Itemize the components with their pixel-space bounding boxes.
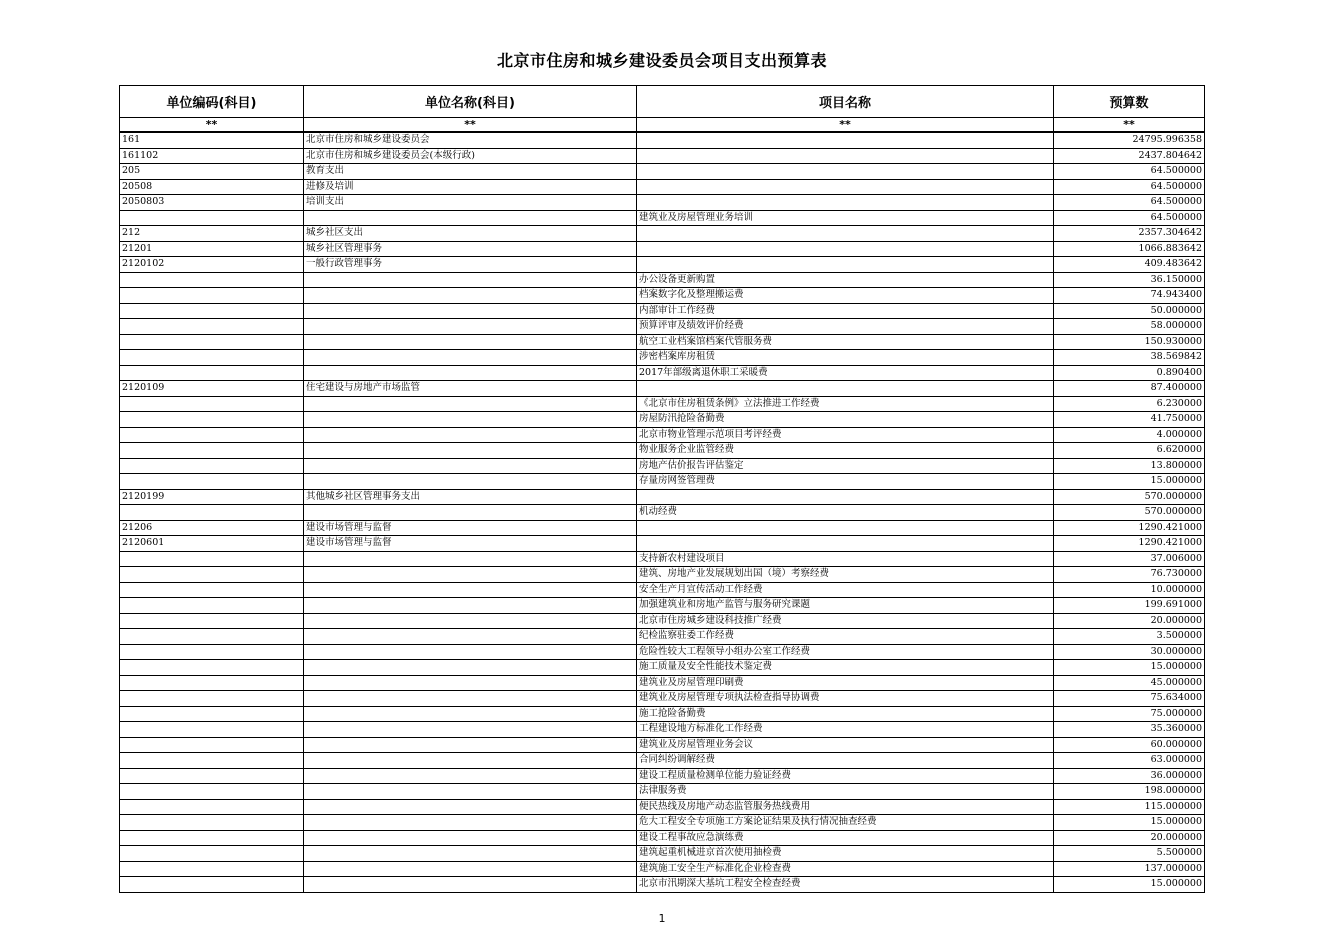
project-name-cell: 办公设备更新购置	[637, 272, 1054, 288]
project-name-cell: 建筑业及房屋管理专项执法检查指导协调费	[637, 691, 1054, 707]
project-name-cell: 机动经费	[637, 505, 1054, 521]
page-number: 1	[658, 912, 666, 925]
unit-code-cell	[120, 799, 304, 815]
table-row	[120, 443, 1205, 459]
budget-amount-cell: 75.000000	[1054, 706, 1205, 722]
column-header-unit-code: 单位编码(科目)	[120, 86, 304, 118]
unit-name-cell	[304, 660, 637, 676]
unit-name-cell	[304, 722, 637, 738]
unit-name-cell	[304, 598, 637, 614]
budget-amount-cell: 30.000000	[1054, 644, 1205, 660]
table-row	[120, 691, 1205, 707]
unit-name-cell: 教育支出	[304, 164, 637, 180]
unit-name-cell	[304, 505, 637, 521]
unit-code-cell	[120, 567, 304, 583]
unit-name-cell	[304, 629, 637, 645]
table-row	[120, 303, 1205, 319]
budget-amount-cell: 75.634000	[1054, 691, 1205, 707]
unit-name-cell	[304, 737, 637, 753]
unit-code-cell	[120, 644, 304, 660]
project-name-cell: 档案数字化及整理搬运费	[637, 288, 1054, 304]
unit-code-cell: 2120102	[120, 257, 304, 273]
project-name-cell	[637, 226, 1054, 242]
table-row	[120, 737, 1205, 753]
unit-code-cell	[120, 877, 304, 893]
project-name-cell	[637, 257, 1054, 273]
project-name-cell: 2017年部级离退休职工采暖费	[637, 365, 1054, 381]
project-name-cell	[637, 195, 1054, 211]
unit-code-cell: 2120199	[120, 489, 304, 505]
unit-name-cell	[304, 830, 637, 846]
unit-code-cell	[120, 396, 304, 412]
budget-amount-cell: 15.000000	[1054, 474, 1205, 490]
table-row	[120, 861, 1205, 877]
unit-code-cell	[120, 319, 304, 335]
table-body	[120, 132, 1205, 892]
project-name-cell: 加强建筑业和房地产监管与服务研究课题	[637, 598, 1054, 614]
table-row	[120, 846, 1205, 862]
unit-name-cell	[304, 706, 637, 722]
unit-name-cell	[304, 877, 637, 893]
budget-amount-cell: 15.000000	[1054, 815, 1205, 831]
budget-amount-cell: 570.000000	[1054, 505, 1205, 521]
unit-code-cell	[120, 272, 304, 288]
table-row	[120, 567, 1205, 583]
budget-amount-cell: 6.230000	[1054, 396, 1205, 412]
budget-amount-cell: 150.930000	[1054, 334, 1205, 350]
budget-amount-cell: 50.000000	[1054, 303, 1205, 319]
unit-name-cell	[304, 675, 637, 691]
unit-code-cell	[120, 365, 304, 381]
budget-amount-cell: 199.691000	[1054, 598, 1205, 614]
project-name-cell	[637, 520, 1054, 536]
budget-amount-cell: 64.500000	[1054, 179, 1205, 195]
budget-amount-cell: 64.500000	[1054, 195, 1205, 211]
unit-name-cell	[304, 551, 637, 567]
project-name-cell: 内部审计工作经费	[637, 303, 1054, 319]
project-name-cell: 北京市物业管理示范项目考评经费	[637, 427, 1054, 443]
project-name-cell: 涉密档案库房租赁	[637, 350, 1054, 366]
column-header-unit-name: 单位名称(科目)	[304, 86, 637, 118]
project-name-cell: 预算评审及绩效评价经费	[637, 319, 1054, 335]
table-row	[120, 195, 1205, 211]
unit-code-cell	[120, 551, 304, 567]
project-name-cell: 建筑业及房屋管理印刷费	[637, 675, 1054, 691]
unit-code-cell: 21201	[120, 241, 304, 257]
budget-amount-cell: 2357.304642	[1054, 226, 1205, 242]
table-row	[120, 613, 1205, 629]
table-row	[120, 582, 1205, 598]
table-row	[120, 164, 1205, 180]
table-row	[120, 505, 1205, 521]
unit-code-cell	[120, 768, 304, 784]
unit-name-cell: 进修及培训	[304, 179, 637, 195]
project-name-cell: 建筑业及房屋管理业务培训	[637, 210, 1054, 226]
project-name-cell: 建筑施工安全生产标准化企业检查费	[637, 861, 1054, 877]
unit-name-cell: 城乡社区管理事务	[304, 241, 637, 257]
unit-name-cell	[304, 443, 637, 459]
unit-code-cell	[120, 675, 304, 691]
project-name-cell: 施工抢险备勤费	[637, 706, 1054, 722]
budget-amount-cell: 409.483642	[1054, 257, 1205, 273]
project-name-cell: 危大工程安全专项施工方案论证结果及执行情况抽查经费	[637, 815, 1054, 831]
budget-amount-cell: 64.500000	[1054, 164, 1205, 180]
project-name-cell: 支持新农村建设项目	[637, 551, 1054, 567]
column-header-budget-amount: 预算数	[1054, 86, 1205, 118]
table-row	[120, 226, 1205, 242]
project-name-cell: 存量房网签管理费	[637, 474, 1054, 490]
unit-name-cell: 城乡社区支出	[304, 226, 637, 242]
budget-amount-cell: 45.000000	[1054, 675, 1205, 691]
unit-code-cell: 161102	[120, 148, 304, 164]
project-name-cell: 施工质量及安全性能技术鉴定费	[637, 660, 1054, 676]
table-row	[120, 381, 1205, 397]
project-name-cell	[637, 179, 1054, 195]
unit-name-cell	[304, 427, 637, 443]
budget-amount-cell: 20.000000	[1054, 830, 1205, 846]
unit-name-cell	[304, 319, 637, 335]
budget-amount-cell: 63.000000	[1054, 753, 1205, 769]
stars-cell: **	[637, 118, 1054, 133]
budget-amount-cell: 24795.996358	[1054, 132, 1205, 148]
project-name-cell: 建筑、房地产业发展规划出国（境）考察经费	[637, 567, 1054, 583]
stars-cell: **	[120, 118, 304, 133]
unit-code-cell	[120, 443, 304, 459]
project-name-cell: 房屋防汛抢险备勤费	[637, 412, 1054, 428]
budget-amount-cell: 41.750000	[1054, 412, 1205, 428]
unit-name-cell	[304, 815, 637, 831]
project-name-cell: 危险性较大工程领导小组办公室工作经费	[637, 644, 1054, 660]
budget-amount-cell: 36.150000	[1054, 272, 1205, 288]
table-row	[120, 257, 1205, 273]
project-name-cell: 北京市住房城乡建设科技推广经费	[637, 613, 1054, 629]
budget-amount-cell: 37.006000	[1054, 551, 1205, 567]
unit-name-cell	[304, 613, 637, 629]
project-name-cell	[637, 381, 1054, 397]
unit-code-cell	[120, 210, 304, 226]
unit-code-cell: 20508	[120, 179, 304, 195]
unit-code-cell	[120, 582, 304, 598]
project-name-cell: 建筑起重机械进京首次使用抽检费	[637, 846, 1054, 862]
table-row	[120, 489, 1205, 505]
stars-row	[120, 118, 1205, 133]
unit-name-cell: 培训支出	[304, 195, 637, 211]
unit-name-cell	[304, 303, 637, 319]
unit-code-cell	[120, 629, 304, 645]
table-row	[120, 288, 1205, 304]
budget-amount-cell: 10.000000	[1054, 582, 1205, 598]
budget-amount-cell: 1290.421000	[1054, 536, 1205, 552]
unit-code-cell	[120, 846, 304, 862]
budget-amount-cell: 76.730000	[1054, 567, 1205, 583]
table-row	[120, 334, 1205, 350]
table-row	[120, 877, 1205, 893]
budget-amount-cell: 13.800000	[1054, 458, 1205, 474]
project-name-cell	[637, 489, 1054, 505]
unit-name-cell	[304, 365, 637, 381]
unit-name-cell	[304, 396, 637, 412]
unit-name-cell	[304, 350, 637, 366]
unit-code-cell	[120, 861, 304, 877]
project-name-cell: 《北京市住房租赁条例》立法推进工作经费	[637, 396, 1054, 412]
budget-amount-cell: 3.500000	[1054, 629, 1205, 645]
table-row	[120, 458, 1205, 474]
stars-cell: **	[1054, 118, 1205, 133]
unit-name-cell	[304, 210, 637, 226]
project-name-cell	[637, 132, 1054, 148]
budget-amount-cell: 64.500000	[1054, 210, 1205, 226]
project-name-cell: 建设工程质量检测单位能力验证经费	[637, 768, 1054, 784]
unit-name-cell	[304, 582, 637, 598]
table-row	[120, 272, 1205, 288]
project-name-cell	[637, 164, 1054, 180]
table-row	[120, 799, 1205, 815]
unit-code-cell: 21206	[120, 520, 304, 536]
unit-name-cell	[304, 691, 637, 707]
unit-code-cell: 205	[120, 164, 304, 180]
unit-code-cell	[120, 815, 304, 831]
table-row	[120, 598, 1205, 614]
budget-amount-cell: 20.000000	[1054, 613, 1205, 629]
unit-code-cell	[120, 412, 304, 428]
budget-amount-cell: 15.000000	[1054, 660, 1205, 676]
unit-code-cell: 2120601	[120, 536, 304, 552]
table-row	[120, 768, 1205, 784]
budget-amount-cell: 1290.421000	[1054, 520, 1205, 536]
table-row	[120, 784, 1205, 800]
budget-amount-cell: 6.620000	[1054, 443, 1205, 459]
unit-code-cell	[120, 474, 304, 490]
table-row	[120, 319, 1205, 335]
project-name-cell	[637, 536, 1054, 552]
unit-code-cell	[120, 288, 304, 304]
unit-name-cell: 北京市住房和城乡建设委员会	[304, 132, 637, 148]
unit-name-cell	[304, 334, 637, 350]
table-row	[120, 350, 1205, 366]
unit-name-cell: 其他城乡社区管理事务支出	[304, 489, 637, 505]
unit-code-cell	[120, 691, 304, 707]
unit-name-cell	[304, 567, 637, 583]
unit-code-cell	[120, 505, 304, 521]
unit-name-cell: 住宅建设与房地产市场监管	[304, 381, 637, 397]
budget-amount-cell: 115.000000	[1054, 799, 1205, 815]
unit-code-cell	[120, 613, 304, 629]
budget-amount-cell: 5.500000	[1054, 846, 1205, 862]
unit-name-cell	[304, 846, 637, 862]
page-title: 北京市住房和城乡建设委员会项目支出预算表	[496, 51, 827, 70]
unit-code-cell	[120, 598, 304, 614]
project-name-cell: 物业服务企业监管经费	[637, 443, 1054, 459]
header-row	[120, 86, 1205, 118]
unit-name-cell	[304, 768, 637, 784]
unit-name-cell: 建设市场管理与监督	[304, 520, 637, 536]
unit-code-cell: 2050803	[120, 195, 304, 211]
stars-cell: **	[304, 118, 637, 133]
unit-name-cell	[304, 272, 637, 288]
table-row	[120, 536, 1205, 552]
table-row	[120, 629, 1205, 645]
unit-name-cell	[304, 412, 637, 428]
project-name-cell: 航空工业档案馆档案代管服务费	[637, 334, 1054, 350]
budget-amount-cell: 0.890400	[1054, 365, 1205, 381]
budget-amount-cell: 58.000000	[1054, 319, 1205, 335]
unit-code-cell	[120, 737, 304, 753]
unit-name-cell	[304, 784, 637, 800]
table-row	[120, 660, 1205, 676]
project-name-cell	[637, 241, 1054, 257]
project-name-cell: 便民热线及房地产动态监管服务热线费用	[637, 799, 1054, 815]
project-name-cell: 合同纠纷调解经费	[637, 753, 1054, 769]
budget-amount-cell: 38.569842	[1054, 350, 1205, 366]
unit-code-cell	[120, 660, 304, 676]
project-name-cell: 北京市汛期深大基坑工程安全检查经费	[637, 877, 1054, 893]
project-name-cell: 工程建设地方标准化工作经费	[637, 722, 1054, 738]
unit-code-cell	[120, 784, 304, 800]
unit-code-cell	[120, 303, 304, 319]
unit-code-cell	[120, 350, 304, 366]
table-row	[120, 551, 1205, 567]
table-row	[120, 706, 1205, 722]
table-row	[120, 210, 1205, 226]
budget-amount-cell: 1066.883642	[1054, 241, 1205, 257]
table-row	[120, 179, 1205, 195]
table-row	[120, 241, 1205, 257]
budget-amount-cell: 36.000000	[1054, 768, 1205, 784]
unit-name-cell	[304, 288, 637, 304]
project-name-cell: 纪检监察驻委工作经费	[637, 629, 1054, 645]
budget-amount-cell: 87.400000	[1054, 381, 1205, 397]
project-name-cell: 安全生产月宣传活动工作经费	[637, 582, 1054, 598]
unit-code-cell: 212	[120, 226, 304, 242]
budget-amount-cell: 2437.804642	[1054, 148, 1205, 164]
budget-amount-cell: 35.360000	[1054, 722, 1205, 738]
table-row	[120, 132, 1205, 148]
project-name-cell: 房地产估价报告评估鉴定	[637, 458, 1054, 474]
project-name-cell: 建筑业及房屋管理业务会议	[637, 737, 1054, 753]
budget-amount-cell: 198.000000	[1054, 784, 1205, 800]
column-header-project-name: 项目名称	[637, 86, 1054, 118]
table-row	[120, 753, 1205, 769]
table-row	[120, 427, 1205, 443]
unit-code-cell	[120, 753, 304, 769]
budget-table	[119, 85, 1205, 893]
unit-name-cell	[304, 861, 637, 877]
unit-code-cell	[120, 722, 304, 738]
unit-code-cell: 2120109	[120, 381, 304, 397]
budget-amount-cell: 570.000000	[1054, 489, 1205, 505]
unit-code-cell: 161	[120, 132, 304, 148]
budget-amount-cell: 15.000000	[1054, 877, 1205, 893]
table-row	[120, 396, 1205, 412]
unit-code-cell	[120, 706, 304, 722]
table-row	[120, 365, 1205, 381]
unit-name-cell	[304, 458, 637, 474]
budget-amount-cell: 4.000000	[1054, 427, 1205, 443]
table-row	[120, 148, 1205, 164]
unit-name-cell	[304, 644, 637, 660]
table-row	[120, 675, 1205, 691]
unit-name-cell: 北京市住房和城乡建设委员会(本级行政)	[304, 148, 637, 164]
table-row	[120, 474, 1205, 490]
unit-code-cell	[120, 830, 304, 846]
project-name-cell	[637, 148, 1054, 164]
budget-amount-cell: 60.000000	[1054, 737, 1205, 753]
unit-name-cell	[304, 799, 637, 815]
budget-amount-cell: 74.943400	[1054, 288, 1205, 304]
table-row	[120, 412, 1205, 428]
unit-code-cell	[120, 334, 304, 350]
unit-name-cell	[304, 474, 637, 490]
unit-code-cell	[120, 427, 304, 443]
unit-name-cell: 一般行政管理事务	[304, 257, 637, 273]
table-row	[120, 520, 1205, 536]
project-name-cell: 建设工程事故应急演练费	[637, 830, 1054, 846]
budget-amount-cell: 137.000000	[1054, 861, 1205, 877]
unit-name-cell	[304, 753, 637, 769]
unit-code-cell	[120, 458, 304, 474]
table-row	[120, 830, 1205, 846]
unit-name-cell: 建设市场管理与监督	[304, 536, 637, 552]
table-row	[120, 644, 1205, 660]
project-name-cell: 法律服务费	[637, 784, 1054, 800]
table-row	[120, 815, 1205, 831]
table-row	[120, 722, 1205, 738]
